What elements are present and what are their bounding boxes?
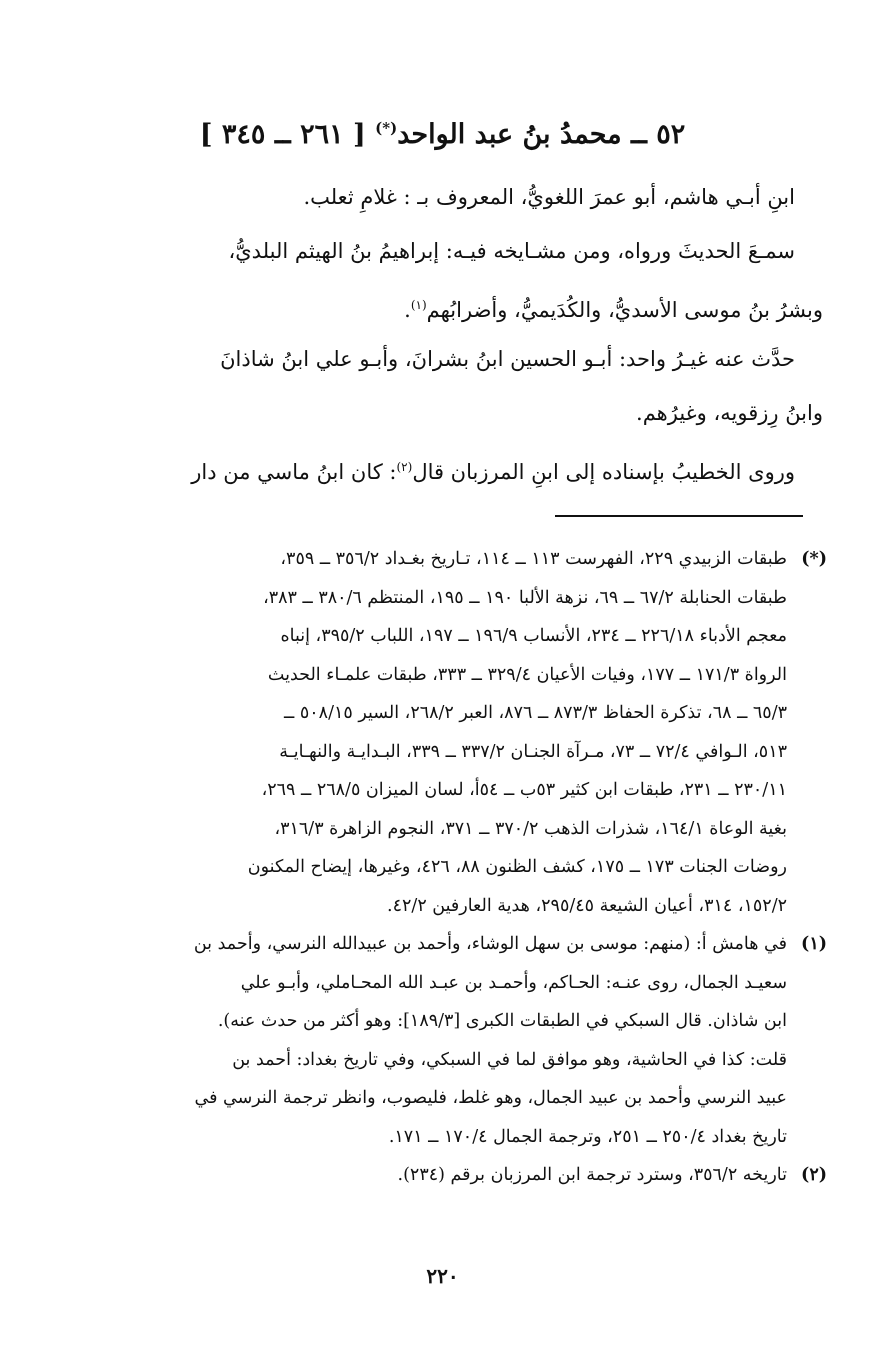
body-line: ابنِ أبـي هاشم، أبو عمرَ اللغويُّ، المعروف بـ : غلامِ ثعلب. xyxy=(303,185,795,209)
footnote-line: الرواة ١٧١/٣ ــ ١٧٧، وفيات الأعيان ٣٢٩/٤ ــ ٣٣٣، طبقات علمـاء الحديث xyxy=(267,664,787,685)
footnote-line: ٢٣٠/١١ ــ ٢٣١، طبقات ابن كثير ٥٣ب ــ ٥٤أ، لسان الميزان ٢٦٨/٥ ــ ٢٦٩، xyxy=(261,780,787,800)
entry-title: ٥٢ ــ محمدُ بنُ عبد الواحد xyxy=(397,119,686,150)
footnote-sources xyxy=(66,540,827,925)
footnote-2 xyxy=(66,1156,827,1195)
body-line: حدَّث عنه غيـرُ واحد: أبـو الحسين ابنُ بشرانَ، وأبـو علي ابنُ شاذانَ xyxy=(220,347,795,371)
body-line: وابنُ رِزقويه، وغيرُهم. xyxy=(636,401,823,425)
body-line-end: . xyxy=(404,298,411,322)
body-line-text: وروى الخطيبُ بإسناده إلى ابنِ المرزبان قال xyxy=(412,460,795,484)
footnote-separator xyxy=(555,515,803,517)
footnote-1 xyxy=(66,925,827,1156)
footnote-line: معجم الأدباء ٢٢٦/١٨ ــ ٢٣٤، الأنساب ١٩٦/٩ ــ ١٩٧، اللباب ٣٩٥/٢، إنباه xyxy=(280,626,787,646)
footnote-line: ٦٥/٣ ــ ٦٨، تذكرة الحفاظ ٨٧٣/٣ ــ ٨٧٦، العبر ٢٦٨/٢، السير ٥٠٨/١٥ ــ xyxy=(284,703,787,723)
footnote-line: طبقات الحنابلة ٦٧/٢ ــ ٦٩، نزهة الألبا ١٩٠ ــ ١٩٥، المنتظم ٣٨٠/٦ ــ ٣٨٣، xyxy=(263,587,787,608)
body-line-text: : كان ابنُ ماسي من دار xyxy=(191,460,397,484)
footnote-line: ابن شاذان. قال السبكي في الطبقات الكبرى [١٨٩/٣]: وهو أكثر من حدث عنه). xyxy=(217,1011,787,1031)
footnote-line: في هامش أ: (منهم: موسى بن سهل الوشاء، وأحمد بن عبيدالله النرسي، وأحمد بن xyxy=(193,934,787,954)
entry-heading xyxy=(80,108,805,155)
footnote-mark: (٢) xyxy=(801,1165,827,1185)
footnotes xyxy=(66,540,827,1195)
title-footnote-marker: (*) xyxy=(375,119,398,137)
body-line xyxy=(70,280,823,334)
footnote-line: بغية الوعاة ١٦٤/١، شذرات الذهب ٣٧٠/٢ ــ ٣٧١، النجوم الزاهرة ٣١٦/٣، xyxy=(274,818,787,839)
footnote-line: روضات الجنات ١٧٣ ــ ١٧٥، كشف الظنون ٨٨، ٤٢٦، وغيرها، إيضاح المكنون xyxy=(247,857,787,877)
body-line-text: وبشرُ بنُ موسى الأسديُّ، والكُدَيميُّ، وأضرابُهم xyxy=(426,298,823,322)
body-line: سمـعَ الحديثَ ورواه، ومن مشـايخه فيـه: إبراهيمُ بنُ الهيثم البلديُّ، xyxy=(228,239,795,263)
footnote-ref-2: (٢) xyxy=(396,460,413,474)
footnote-line: ١٥٢/٢، ٣١٤، أعيان الشيعة ٢٩٥/٤٥، هدية العارفين ٤٢/٢. xyxy=(387,895,787,916)
footnote-ref-1: (١) xyxy=(410,298,427,312)
body-line xyxy=(70,442,823,496)
biography-text xyxy=(70,172,823,496)
footnote-line: قلت: كذا في الحاشية، وهو موافق لما في السبكي، وفي تاريخ بغداد: أحمد بن xyxy=(232,1049,787,1070)
footnote-mark: (*) xyxy=(801,549,827,569)
footnote-line: ٥١٣، الـوافي ٧٢/٤ ــ ٧٣، مـرآة الجنـان ٣٣٧/٢ ــ ٣٣٩، البـدايـة والنهـايـة xyxy=(279,741,787,762)
footnote-line: تاريخ بغداد ٢٥٠/٤ ــ ٢٥١، وترجمة الجمال ١٧٠/٤ ــ ١٧١. xyxy=(388,1126,787,1147)
footnote-line: تاريخه ٣٥٦/٢، وسترد ترجمة ابن المرزبان برقم (٢٣٤). xyxy=(397,1165,787,1185)
footnote-line: طبقات الزبيدي ٢٢٩، الفهرست ١١٣ ــ ١١٤، تـاريخ بغـداد ٣٥٦/٢ ــ ٣٥٩، xyxy=(280,549,787,569)
footnote-line: سعيـد الجمال، روى عنـه: الحـاكم، وأحمـد بن عبـد الله المحـاملي، وأبـو علي xyxy=(240,972,787,993)
page-number: ٢٢٠ xyxy=(426,1264,459,1288)
entry-dates: [ ٢٦١ ــ ٣٤٥ ] xyxy=(199,119,366,150)
footnote-line: عبيد النرسي وأحمد بن عبيد الجمال، وهو غلط، فليصوب، وانظر ترجمة النرسي في xyxy=(194,1088,787,1108)
footnote-mark: (١) xyxy=(801,934,827,954)
